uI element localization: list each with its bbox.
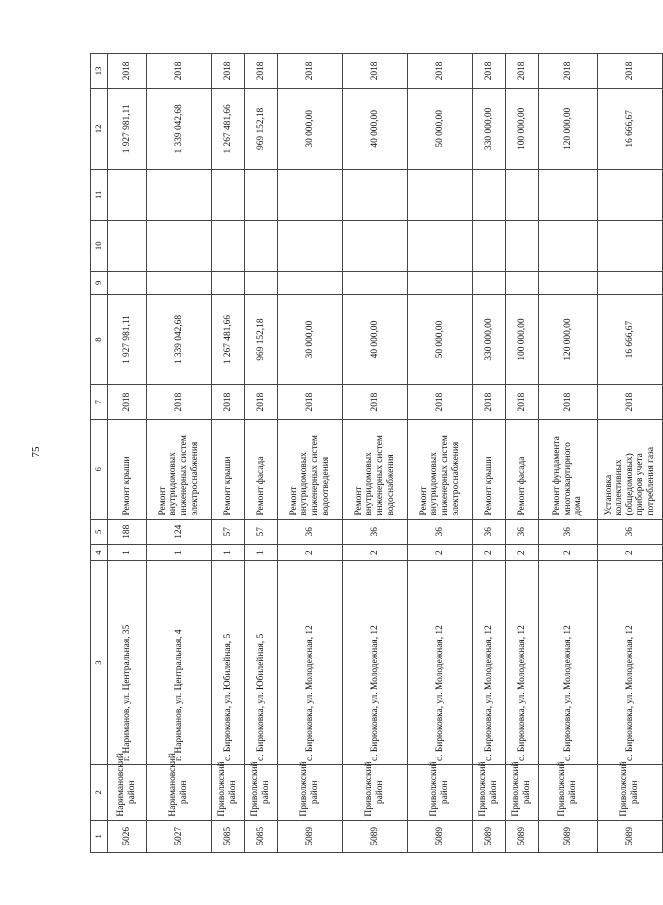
year-cell: 2018 (108, 385, 147, 420)
col10-cell (245, 220, 278, 271)
object-id-cell: 5089 (278, 820, 343, 852)
work-type-cell: Ремонт внутридомовых инженерных систем электроснабжения (408, 419, 473, 519)
col4-cell: 2 (506, 545, 539, 561)
col-header: 2 (91, 765, 108, 821)
year-cell: 2018 (147, 385, 212, 420)
col11-cell (473, 169, 506, 220)
page-number: 75 (30, 446, 42, 458)
end-year-cell: 2018 (212, 54, 245, 89)
col4-cell: 2 (408, 545, 473, 561)
col-header: 11 (91, 169, 108, 220)
table-row (539, 54, 598, 853)
end-year-cell: 2018 (506, 54, 539, 89)
end-year-cell: 2018 (473, 54, 506, 89)
table-row (108, 54, 147, 853)
district-cell: Приволжский район (245, 765, 278, 821)
district-cell: Приволжский район (539, 765, 598, 821)
district-cell: Наримановский район (147, 765, 212, 821)
col9-cell (245, 271, 278, 294)
year-cell: 2018 (212, 385, 245, 420)
end-year-cell: 2018 (598, 54, 663, 89)
table-row (245, 54, 278, 853)
col11-cell (245, 169, 278, 220)
col10-cell (408, 220, 473, 271)
col10-cell (473, 220, 506, 271)
address-cell: с. Бирюковка, ул. Молодежная, 12 (473, 561, 506, 765)
object-id-cell: 5089 (473, 820, 506, 852)
total-cell: 969 152,18 (245, 88, 278, 169)
object-id-cell: 5085 (245, 820, 278, 852)
work-type-cell: Ремонт внутридомовых инженерных систем водоотведения (278, 419, 343, 519)
col4-cell: 2 (598, 545, 663, 561)
col10-cell (506, 220, 539, 271)
cost-cell: 1 339 042,68 (147, 294, 212, 384)
cost-cell: 1 927 981,11 (108, 294, 147, 384)
year-cell: 2018 (598, 385, 663, 420)
table-row (506, 54, 539, 853)
end-year-cell: 2018 (245, 54, 278, 89)
work-type-cell: Ремонт фасада (506, 419, 539, 519)
col11-cell (343, 169, 408, 220)
total-cell: 50 000,00 (408, 88, 473, 169)
col-header: 4 (91, 545, 108, 561)
col11-cell (506, 169, 539, 220)
work-type-cell: Ремонт внутридомовых инженерных систем электроснабжения (147, 419, 212, 519)
repair-program-table (90, 53, 663, 853)
district-cell: Приволжский район (506, 765, 539, 821)
col4-cell: 1 (212, 545, 245, 561)
col5-cell: 36 (506, 519, 539, 544)
col10-cell (212, 220, 245, 271)
work-type-cell: Ремонт фундамента многоквартирного дома (539, 419, 598, 519)
col9-cell (343, 271, 408, 294)
cost-cell: 50 000,00 (408, 294, 473, 384)
col-header: 6 (91, 419, 108, 519)
table-row (212, 54, 245, 853)
end-year-cell: 2018 (343, 54, 408, 89)
end-year-cell: 2018 (108, 54, 147, 89)
object-id-cell: 5026 (108, 820, 147, 852)
year-cell: 2018 (245, 385, 278, 420)
work-type-cell: Ремонт крыши (473, 419, 506, 519)
address-cell: с. Бирюковка, ул. Молодежная, 12 (506, 561, 539, 765)
col4-cell: 2 (278, 545, 343, 561)
work-type-cell: Ремонт крыши (108, 419, 147, 519)
col4-cell: 2 (539, 545, 598, 561)
total-cell: 1 267 481,66 (212, 88, 245, 169)
object-id-cell: 5089 (408, 820, 473, 852)
col9-cell (473, 271, 506, 294)
total-cell: 100 000,00 (506, 88, 539, 169)
end-year-cell: 2018 (278, 54, 343, 89)
work-type-cell: Ремонт внутридомовых инженерных систем водоснабжения (343, 419, 408, 519)
col11-cell (212, 169, 245, 220)
address-cell: г. Нариманов, ул. Центральная, 4 (147, 561, 212, 765)
end-year-cell: 2018 (539, 54, 598, 89)
table-row (147, 54, 212, 853)
col5-cell: 124 (147, 519, 212, 544)
address-cell: с. Бирюковка, ул. Юбилейная, 5 (245, 561, 278, 765)
cost-cell: 30 000,00 (278, 294, 343, 384)
district-cell: Приволжский район (408, 765, 473, 821)
col11-cell (539, 169, 598, 220)
col-header: 12 (91, 88, 108, 169)
cost-cell: 969 152,18 (245, 294, 278, 384)
col9-cell (408, 271, 473, 294)
col5-cell: 188 (108, 519, 147, 544)
col-header: 8 (91, 294, 108, 384)
year-cell: 2018 (408, 385, 473, 420)
col11-cell (278, 169, 343, 220)
cost-cell: 40 000,00 (343, 294, 408, 384)
col9-cell (108, 271, 147, 294)
object-id-cell: 5027 (147, 820, 212, 852)
col4-cell: 1 (245, 545, 278, 561)
object-id-cell: 5089 (598, 820, 663, 852)
object-id-cell: 5089 (506, 820, 539, 852)
col4-cell: 1 (108, 545, 147, 561)
year-cell: 2018 (473, 385, 506, 420)
col10-cell (539, 220, 598, 271)
cost-cell: 16 666,67 (598, 294, 663, 384)
end-year-cell: 2018 (408, 54, 473, 89)
col9-cell (598, 271, 663, 294)
col10-cell (108, 220, 147, 271)
col10-cell (343, 220, 408, 271)
year-cell: 2018 (506, 385, 539, 420)
address-cell: с. Бирюковка, ул. Молодежная, 12 (408, 561, 473, 765)
col-header: 1 (91, 820, 108, 852)
district-cell: Приволжский район (343, 765, 408, 821)
total-cell: 1 339 042,68 (147, 88, 212, 169)
total-cell: 16 666,67 (598, 88, 663, 169)
col11-cell (408, 169, 473, 220)
address-cell: с. Бирюковка, ул. Молодежная, 12 (343, 561, 408, 765)
col5-cell: 36 (473, 519, 506, 544)
total-cell: 330 000,00 (473, 88, 506, 169)
work-type-cell: Ремонт крыши (212, 419, 245, 519)
object-id-cell: 5089 (343, 820, 408, 852)
col5-cell: 57 (212, 519, 245, 544)
col10-cell (598, 220, 663, 271)
col4-cell: 2 (473, 545, 506, 561)
year-cell: 2018 (278, 385, 343, 420)
total-cell: 40 000,00 (343, 88, 408, 169)
col-header: 3 (91, 561, 108, 765)
address-cell: с. Бирюковка, ул. Юбилейная, 5 (212, 561, 245, 765)
col5-cell: 57 (245, 519, 278, 544)
total-cell: 1 927 981,11 (108, 88, 147, 169)
col10-cell (278, 220, 343, 271)
address-cell: с. Бирюковка, ул. Молодежная, 12 (539, 561, 598, 765)
work-type-cell: Ремонт фасада (245, 419, 278, 519)
col9-cell (278, 271, 343, 294)
total-cell: 120 000,00 (539, 88, 598, 169)
address-cell: с. Бирюковка, ул. Молодежная, 12 (278, 561, 343, 765)
table-row (343, 54, 408, 853)
col5-cell: 36 (278, 519, 343, 544)
district-cell: Приволжский район (598, 765, 663, 821)
cost-cell: 1 267 481,66 (212, 294, 245, 384)
col5-cell: 36 (539, 519, 598, 544)
col5-cell: 36 (408, 519, 473, 544)
table-row (473, 54, 506, 853)
year-cell: 2018 (539, 385, 598, 420)
district-cell: Приволжский район (473, 765, 506, 821)
col-header: 7 (91, 385, 108, 420)
total-cell: 30 000,00 (278, 88, 343, 169)
address-cell: г. Нариманов, ул. Центральная, 35 (108, 561, 147, 765)
rotated-table-container (90, 53, 656, 853)
table-row (598, 54, 663, 853)
col9-cell (147, 271, 212, 294)
col-header: 5 (91, 519, 108, 544)
col5-cell: 36 (598, 519, 663, 544)
column-number-header (91, 54, 108, 853)
col-header: 9 (91, 271, 108, 294)
col9-cell (539, 271, 598, 294)
district-cell: Приволжский район (278, 765, 343, 821)
end-year-cell: 2018 (147, 54, 212, 89)
col11-cell (147, 169, 212, 220)
district-cell: Приволжский район (212, 765, 245, 821)
col11-cell (108, 169, 147, 220)
col9-cell (506, 271, 539, 294)
col10-cell (147, 220, 212, 271)
table-row (278, 54, 343, 853)
district-cell: Наримановский район (108, 765, 147, 821)
cost-cell: 120 000,00 (539, 294, 598, 384)
col-header: 10 (91, 220, 108, 271)
work-type-cell: Установка коллективных (общедомовых) приборов учета потребления газа (598, 419, 663, 519)
cost-cell: 330 000,00 (473, 294, 506, 384)
object-id-cell: 5089 (539, 820, 598, 852)
col9-cell (212, 271, 245, 294)
object-id-cell: 5085 (212, 820, 245, 852)
col11-cell (598, 169, 663, 220)
table-row (408, 54, 473, 853)
col5-cell: 36 (343, 519, 408, 544)
col4-cell: 1 (147, 545, 212, 561)
col4-cell: 2 (343, 545, 408, 561)
address-cell: с. Бирюковка, ул. Молодежная, 12 (598, 561, 663, 765)
col-header: 13 (91, 54, 108, 89)
cost-cell: 100 000,00 (506, 294, 539, 384)
year-cell: 2018 (343, 385, 408, 420)
